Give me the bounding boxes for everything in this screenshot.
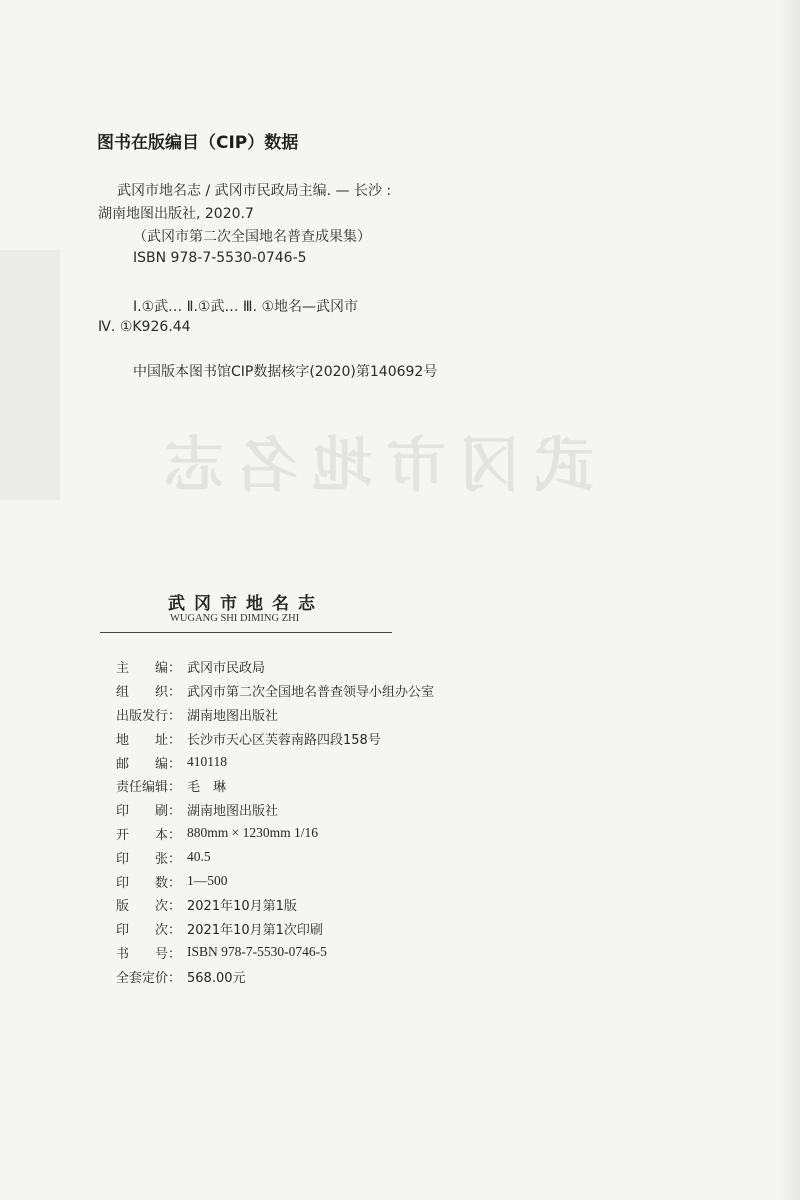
cip-line-7: 中国版本图书馆CIP数据核字(2020)第140692号	[133, 364, 438, 380]
cip-line-2: 湖南地图出版社, 2020.7	[98, 206, 254, 222]
info-label: 主 编：	[116, 661, 182, 677]
bleed-through-title: 武冈市地名志	[150, 431, 594, 501]
info-row-printing	[116, 917, 434, 941]
info-label: 印 次：	[116, 923, 182, 939]
info-value: 毛 琳	[187, 780, 227, 796]
info-value: 武冈市第二次全国地名普查领导小组办公室	[187, 685, 435, 701]
title-rule	[100, 632, 392, 633]
info-value: 880mm × 1230mm 1/16	[187, 825, 318, 841]
info-row-printer	[116, 798, 434, 822]
info-value: 武冈市民政局	[187, 661, 266, 677]
info-row-print-run	[116, 869, 434, 893]
info-value: 湖南地图出版社	[187, 708, 279, 724]
info-value: 568.00元	[187, 970, 246, 986]
info-label: 书 号：	[116, 946, 182, 962]
info-label: 责任编辑：	[116, 780, 182, 796]
info-row-sheets	[116, 845, 434, 869]
info-label: 开 本：	[116, 827, 182, 843]
info-value: 长沙市天心区芙蓉南路四段158号	[187, 732, 381, 748]
info-row-edition	[116, 893, 434, 917]
info-label: 全套定价：	[116, 970, 182, 986]
info-row-postcode	[116, 750, 434, 774]
info-label: 版 次：	[116, 899, 182, 915]
info-value: 410118	[187, 754, 227, 770]
info-label: 印 张：	[116, 851, 182, 867]
cip-line-1: 武冈市地名志 / 武冈市民政局主编. — 长沙 :	[117, 183, 392, 199]
info-label: 邮 编：	[116, 756, 182, 772]
info-label: 出版发行：	[116, 708, 182, 724]
page-edge-shadow	[778, 0, 800, 1200]
info-value: 湖南地图出版社	[187, 804, 279, 820]
info-value: 2021年10月第1次印刷	[187, 923, 323, 939]
info-value: 1—500	[187, 873, 228, 889]
publication-info-list	[116, 655, 434, 988]
cip-line-5: Ⅰ.①武… Ⅱ.①武… Ⅲ. ①地名—武冈市	[133, 299, 359, 315]
info-value: 40.5	[187, 849, 211, 865]
info-row-address	[116, 726, 434, 750]
info-row-isbn	[116, 941, 434, 965]
bleed-through-shade	[0, 250, 60, 500]
info-label: 组 织：	[116, 685, 182, 701]
info-row-format	[116, 822, 434, 846]
info-value: ISBN 978-7-5530-0746-5	[187, 944, 327, 960]
info-row-publisher	[116, 703, 434, 727]
cip-line-3: （武冈市第二次全国地名普查成果集）	[133, 229, 371, 245]
info-label: 地 址：	[116, 732, 182, 748]
info-label: 印 数：	[116, 875, 182, 891]
info-row-editor	[116, 655, 434, 679]
book-title: 武冈市地名志	[168, 594, 324, 614]
info-value: 2021年10月第1版	[187, 899, 297, 915]
book-title-pinyin: WUGANG SHI DIMING ZHI	[170, 613, 300, 624]
cip-line-6: Ⅳ. ①K926.44	[98, 319, 191, 335]
info-row-organizer	[116, 679, 434, 703]
info-label: 印 刷：	[116, 804, 182, 820]
info-row-responsible-editor	[116, 774, 434, 798]
cip-line-4: ISBN 978-7-5530-0746-5	[133, 250, 307, 266]
cip-heading: 图书在版编目（CIP）数据	[97, 133, 299, 153]
info-row-price	[116, 964, 434, 988]
